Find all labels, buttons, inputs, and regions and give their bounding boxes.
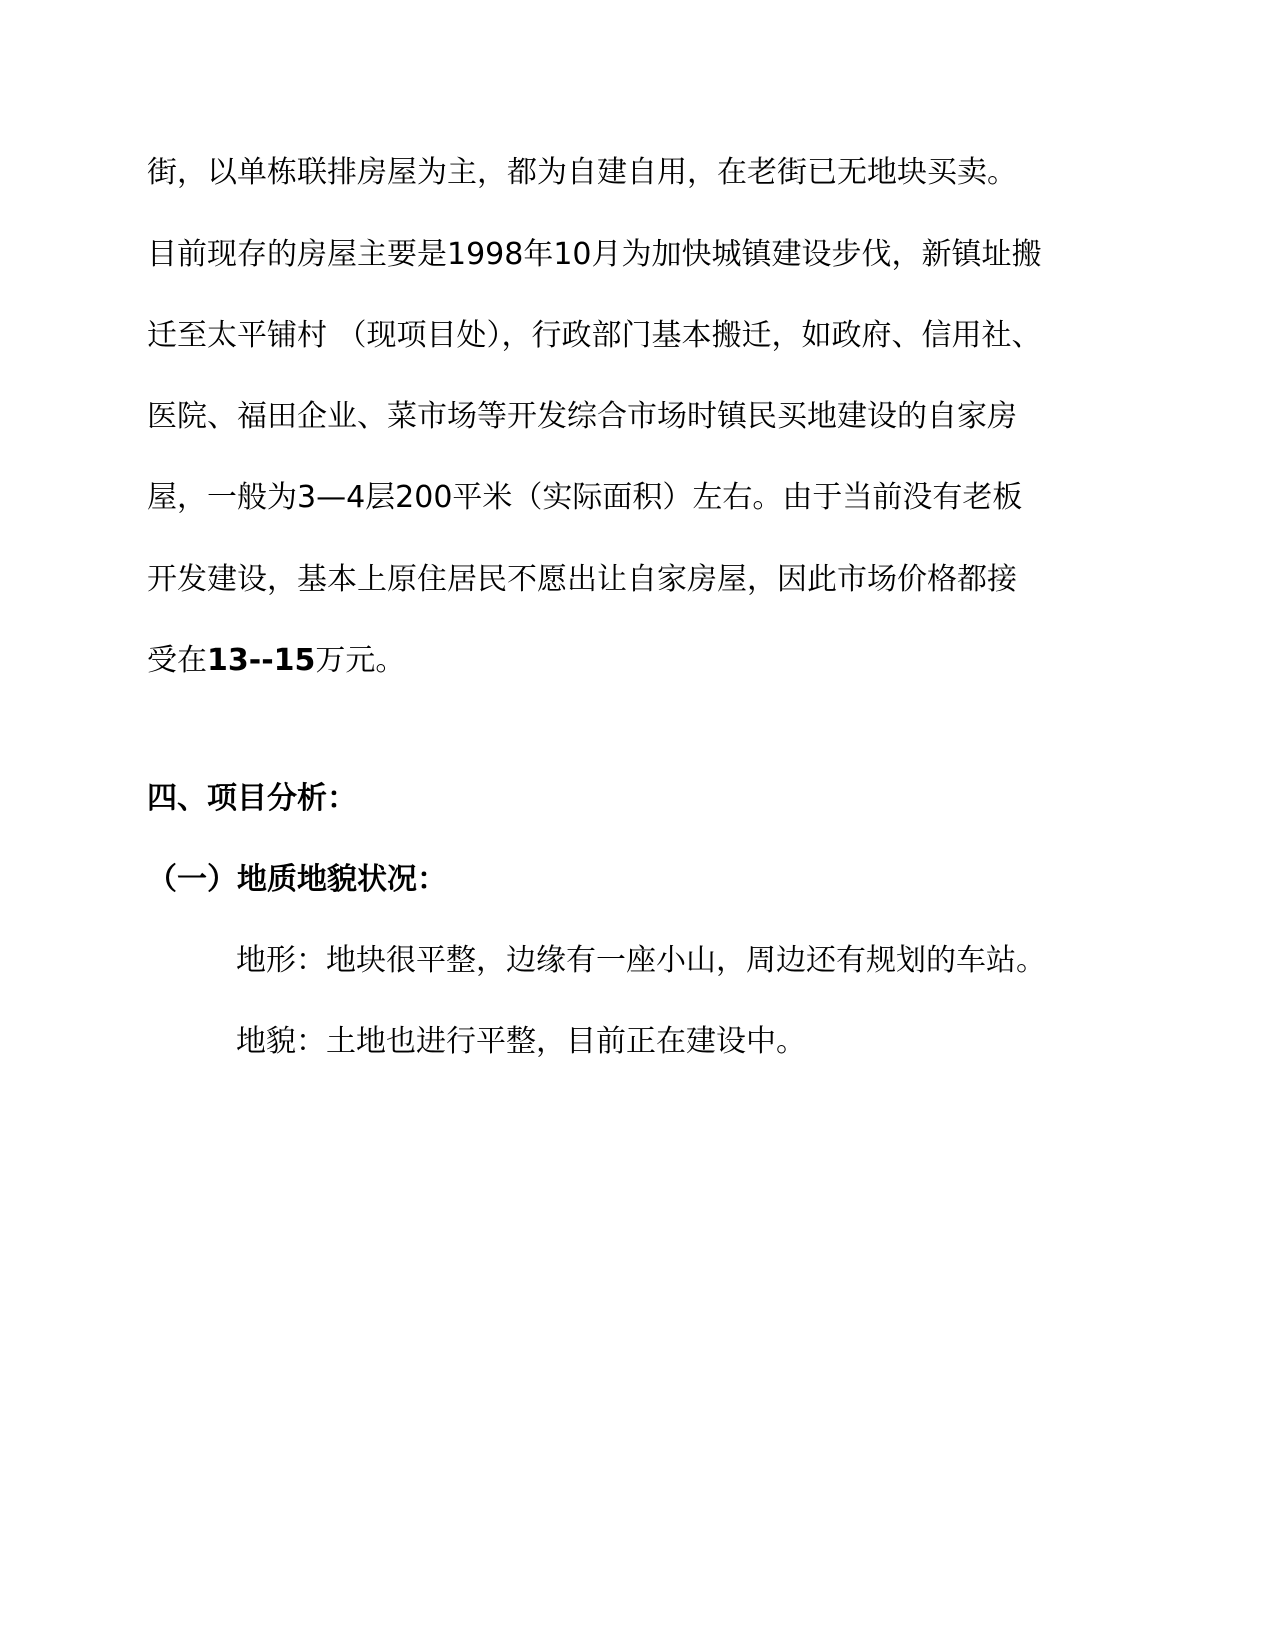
- price-range: 13--15: [207, 643, 316, 678]
- paragraph-line-1: 街，以单栋联排房屋为主，都为自建自用，在老街已无地块买卖。: [147, 155, 1017, 190]
- terrain-item: 地形：地块很平整，边缘有一座小山，周边还有规划的车站。: [236, 943, 1046, 978]
- paragraph-line-4: 医院、福田企业、菜市场等开发综合市场时镇民买地建设的自家房: [147, 399, 1017, 434]
- paragraph-line-5: 屋，一般为3—4层200平米（实际面积）左右。由于当前没有老板: [147, 480, 1023, 515]
- paragraph-line-2: 目前现存的房屋主要是1998年10月为加快城镇建设步伐，新镇址搬: [147, 237, 1042, 272]
- price-suffix: 万元。: [315, 643, 406, 678]
- subsection-heading: （一）地质地貌状况：: [147, 862, 447, 897]
- price-prefix: 受在: [147, 643, 207, 678]
- landform-item: 地貌：土地也进行平整，目前正在建设中。: [236, 1024, 806, 1059]
- paragraph-line-6: 开发建设，基本上原住居民不愿出让自家房屋，因此市场价格都接: [147, 562, 1017, 597]
- paragraph-line-7: [147, 641, 405, 681]
- paragraph-line-3: 迁至太平铺村 （现项目处），行政部门基本搬迁，如政府、信用社、: [147, 318, 1042, 353]
- section-heading: 四、项目分析：: [147, 781, 357, 816]
